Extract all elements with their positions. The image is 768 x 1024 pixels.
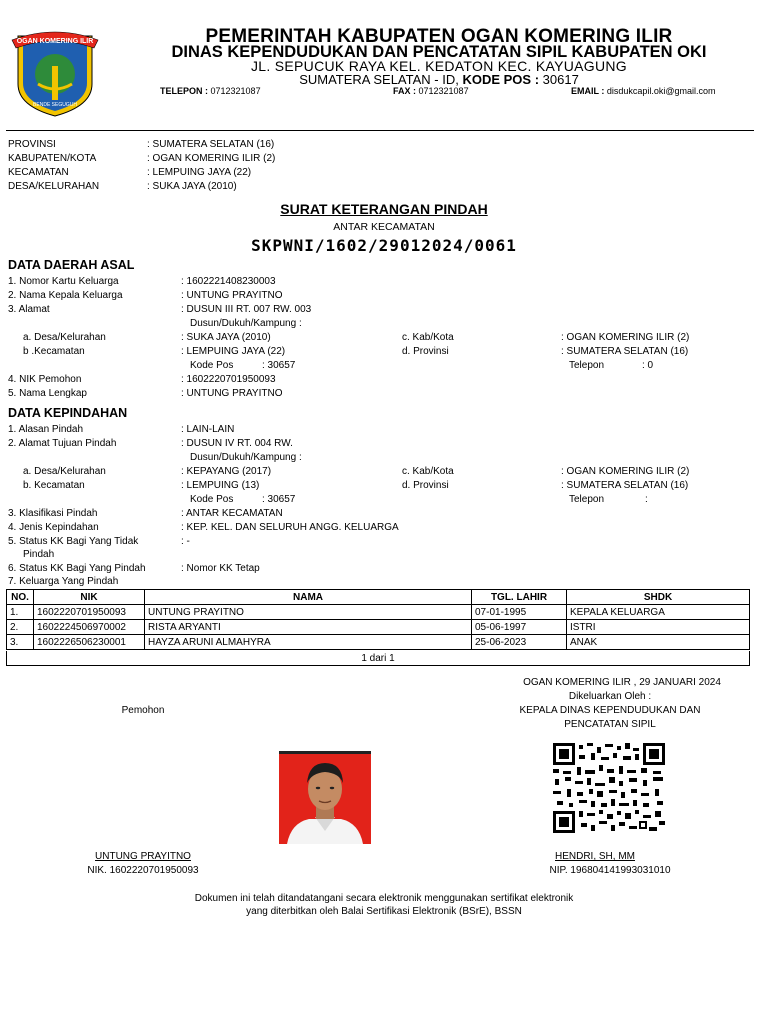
pindah-prov-label: d. Provinsi [402, 480, 449, 491]
cell-no: 2. [7, 620, 34, 635]
asal-alamat-label: 3. Alamat [8, 304, 50, 315]
pindah-kab-label: c. Kab/Kota [402, 466, 454, 477]
column-header-tgl-lahir: TGL. LAHIR [472, 590, 567, 605]
table-pagination: 1 dari 1 [6, 651, 750, 666]
location-value-desa: : SUKA JAYA (2010) [147, 181, 237, 192]
cell-no: 3. [7, 635, 34, 650]
header-divider [6, 130, 754, 131]
cell-nik: 1602224506970002 [34, 620, 145, 635]
agency-telephone: TELEPON : 0712321087 [160, 86, 261, 96]
document-title: SURAT KETERANGAN PINDAH [280, 201, 488, 217]
svg-text:OGAN KOMERING ILIR: OGAN KOMERING ILIR [16, 38, 94, 45]
cell-nik: 1602226506230001 [34, 635, 145, 650]
place-date: OGAN KOMERING ILIR , 29 JANUARI 2024 [523, 677, 721, 688]
applicant-photo [279, 751, 371, 844]
table-row [7, 605, 750, 620]
pindah-dusun-label: Dusun/Dukuh/Kampung : [190, 452, 302, 463]
agency-fax: FAX : 0712321087 [393, 86, 469, 96]
column-header-nik: NIK [34, 590, 145, 605]
pemohon-nik: NIK. 1602220701950093 [87, 865, 199, 876]
pindah-klasifikasi-label: 3. Klasifikasi Pindah [8, 508, 98, 519]
column-header-nama: NAMA [145, 590, 472, 605]
asal-kepala-value: : UNTUNG PRAYITNO [181, 290, 283, 301]
pindah-kec-label: b. Kecamatan [23, 480, 85, 491]
official-title-line2: PENCATATAN SIPIL [564, 719, 656, 730]
asal-prov-label: d. Provinsi [402, 346, 449, 357]
pindah-kodepos-value: : 30657 [262, 494, 296, 505]
pindah-status-tidak-label-cont: Pindah [23, 549, 55, 560]
pemohon-name: UNTUNG PRAYITNO [95, 851, 191, 862]
pindah-status-tidak-value: : - [181, 536, 190, 547]
location-label-provinsi: PROVINSI [8, 139, 56, 150]
pindah-jenis-label: 4. Jenis Kepindahan [8, 522, 99, 533]
asal-telepon-value: : 0 [642, 360, 654, 371]
asal-nama-label: 5. Nama Lengkap [8, 388, 87, 399]
table-header-row [7, 590, 750, 605]
pindah-status-pindah-label: 6. Status KK Bagi Yang Pindah [8, 563, 146, 574]
location-value-kecamatan: : LEMPUING JAYA (22) [147, 167, 252, 178]
cell-nama: HAYZA ARUNI ALMAHYRA [145, 635, 472, 650]
cell-shdk: ISTRI [567, 620, 750, 635]
cell-nama: UNTUNG PRAYITNO [145, 605, 472, 620]
asal-kab-label: c. Kab/Kota [402, 332, 454, 343]
asal-telepon-label: Telepon [569, 360, 605, 371]
asal-alamat-value: : DUSUN III RT. 007 RW. 003 [181, 304, 312, 315]
pindah-status-tidak-label: 5. Status KK Bagi Yang Tidak [8, 536, 139, 547]
cell-no: 1. [7, 605, 34, 620]
location-label-kabupaten: KABUPATEN/KOTA [8, 153, 97, 164]
cell-tgl-lahir: 05-06-1997 [472, 620, 567, 635]
agency-name: DINAS KEPENDUDUKAN DAN PENCATATAN SIPIL KABUPATEN OKI [171, 43, 707, 61]
pindah-prov-value: : SUMATERA SELATAN (16) [561, 480, 689, 491]
location-label-desa: DESA/KELURAHAN [8, 181, 100, 192]
asal-dusun-label: Dusun/Dukuh/Kampung : [190, 318, 302, 329]
asal-nama-value: : UNTUNG PRAYITNO [181, 388, 283, 399]
pindah-desa-value: : KEPAYANG (2017) [181, 466, 272, 477]
official-name: HENDRI, SH, MM [555, 851, 635, 862]
asal-desa-label: a. Desa/Kelurahan [23, 332, 106, 343]
pindah-alamat-value: : DUSUN IV RT. 004 RW. [181, 438, 293, 449]
asal-prov-value: : SUMATERA SELATAN (16) [561, 346, 689, 357]
asal-desa-value: : SUKA JAYA (2010) [181, 332, 271, 343]
asal-nik-value: : 1602220701950093 [181, 374, 276, 385]
pindah-desa-label: a. Desa/Kelurahan [23, 466, 106, 477]
government-name: PEMERINTAH KABUPATEN OGAN KOMERING ILIR [205, 26, 673, 47]
table-row [7, 635, 750, 650]
asal-kodepos-value: : 30657 [262, 360, 296, 371]
cell-shdk: KEPALA KELUARGA [567, 605, 750, 620]
table-row [7, 620, 750, 635]
column-header-no: NO. [7, 590, 34, 605]
pindah-kab-value: : OGAN KOMERING ILIR (2) [561, 466, 690, 477]
document-number: SKPWNI/1602/29012024/0061 [251, 236, 517, 255]
agency-address: JL. SEPUCUK RAYA KEL. KEDATON KEC. KAYUAGUNG [250, 58, 627, 74]
pindah-klasifikasi-value: : ANTAR KECAMATAN [181, 508, 283, 519]
cell-tgl-lahir: 07-01-1995 [472, 605, 567, 620]
svg-text:BENDE SEGUGUH: BENDE SEGUGUH [33, 102, 77, 108]
asal-nkk-label: 1. Nomor Kartu Keluarga [8, 276, 119, 287]
regency-logo [8, 26, 102, 118]
asal-kec-value: : LEMPUING JAYA (22) [181, 346, 286, 357]
cell-shdk: ANAK [567, 635, 750, 650]
pindah-alasan-value: : LAIN-LAIN [181, 424, 235, 435]
pindah-keluarga-label: 7. Keluarga Yang Pindah [8, 576, 119, 587]
official-nip: NIP. 196804141993031010 [549, 865, 671, 876]
agency-email: EMAIL : disdukcapil.oki@gmail.com [571, 86, 716, 96]
pindah-kec-value: : LEMPUING (13) [181, 480, 260, 491]
pindah-alasan-label: 1. Alasan Pindah [8, 424, 84, 435]
pemohon-label: Pemohon [121, 705, 165, 716]
qr-code [553, 743, 665, 833]
pindah-jenis-value: : KEP. KEL. DAN SELURUH ANGG. KELUARGA [181, 522, 399, 533]
location-label-kecamatan: KECAMATAN [8, 167, 69, 178]
e-signature-note-line2: yang diterbitkan oleh Balai Sertifikasi Elektronik (BSrE), BSSN [246, 906, 522, 917]
asal-kodepos-label: Kode Pos [190, 360, 234, 371]
pindah-kodepos-label: Kode Pos [190, 494, 234, 505]
asal-kab-value: : OGAN KOMERING ILIR (2) [561, 332, 690, 343]
cell-nik: 1602220701950093 [34, 605, 145, 620]
asal-kepala-label: 2. Nama Kepala Keluarga [8, 290, 123, 301]
pindah-status-pindah-value: : Nomor KK Tetap [181, 563, 260, 574]
location-value-provinsi: : SUMATERA SELATAN (16) [147, 139, 275, 150]
pindah-telepon-value: : [645, 494, 648, 505]
official-title-line1: KEPALA DINAS KEPENDUDUKAN DAN [519, 705, 701, 716]
asal-nik-label: 4. NIK Pemohon [8, 374, 82, 385]
column-header-shdk: SHDK [567, 590, 750, 605]
section-heading-kepindahan: DATA KEPINDAHAN [8, 406, 128, 420]
issued-by-label: Dikeluarkan Oleh : [568, 691, 652, 702]
family-members-table [6, 589, 750, 650]
pindah-alamat-label: 2. Alamat Tujuan Pindah [8, 438, 117, 449]
cell-tgl-lahir: 25-06-2023 [472, 635, 567, 650]
cell-nama: RISTA ARYANTI [145, 620, 472, 635]
section-heading-asal: DATA DAERAH ASAL [8, 258, 135, 272]
location-value-kabupaten: : OGAN KOMERING ILIR (2) [147, 153, 276, 164]
asal-kec-label: b .Kecamatan [23, 346, 85, 357]
pindah-telepon-label: Telepon [569, 494, 605, 505]
asal-nkk-value: : 1602221408230003 [181, 276, 276, 287]
e-signature-note-line1: Dokumen ini telah ditandatangani secara elektronik menggunakan sertifikat elektronik [194, 893, 574, 904]
agency-region: SUMATERA SELATAN - ID, KODE POS : 30617 [299, 72, 579, 87]
document-subtitle: ANTAR KECAMATAN [333, 221, 435, 233]
